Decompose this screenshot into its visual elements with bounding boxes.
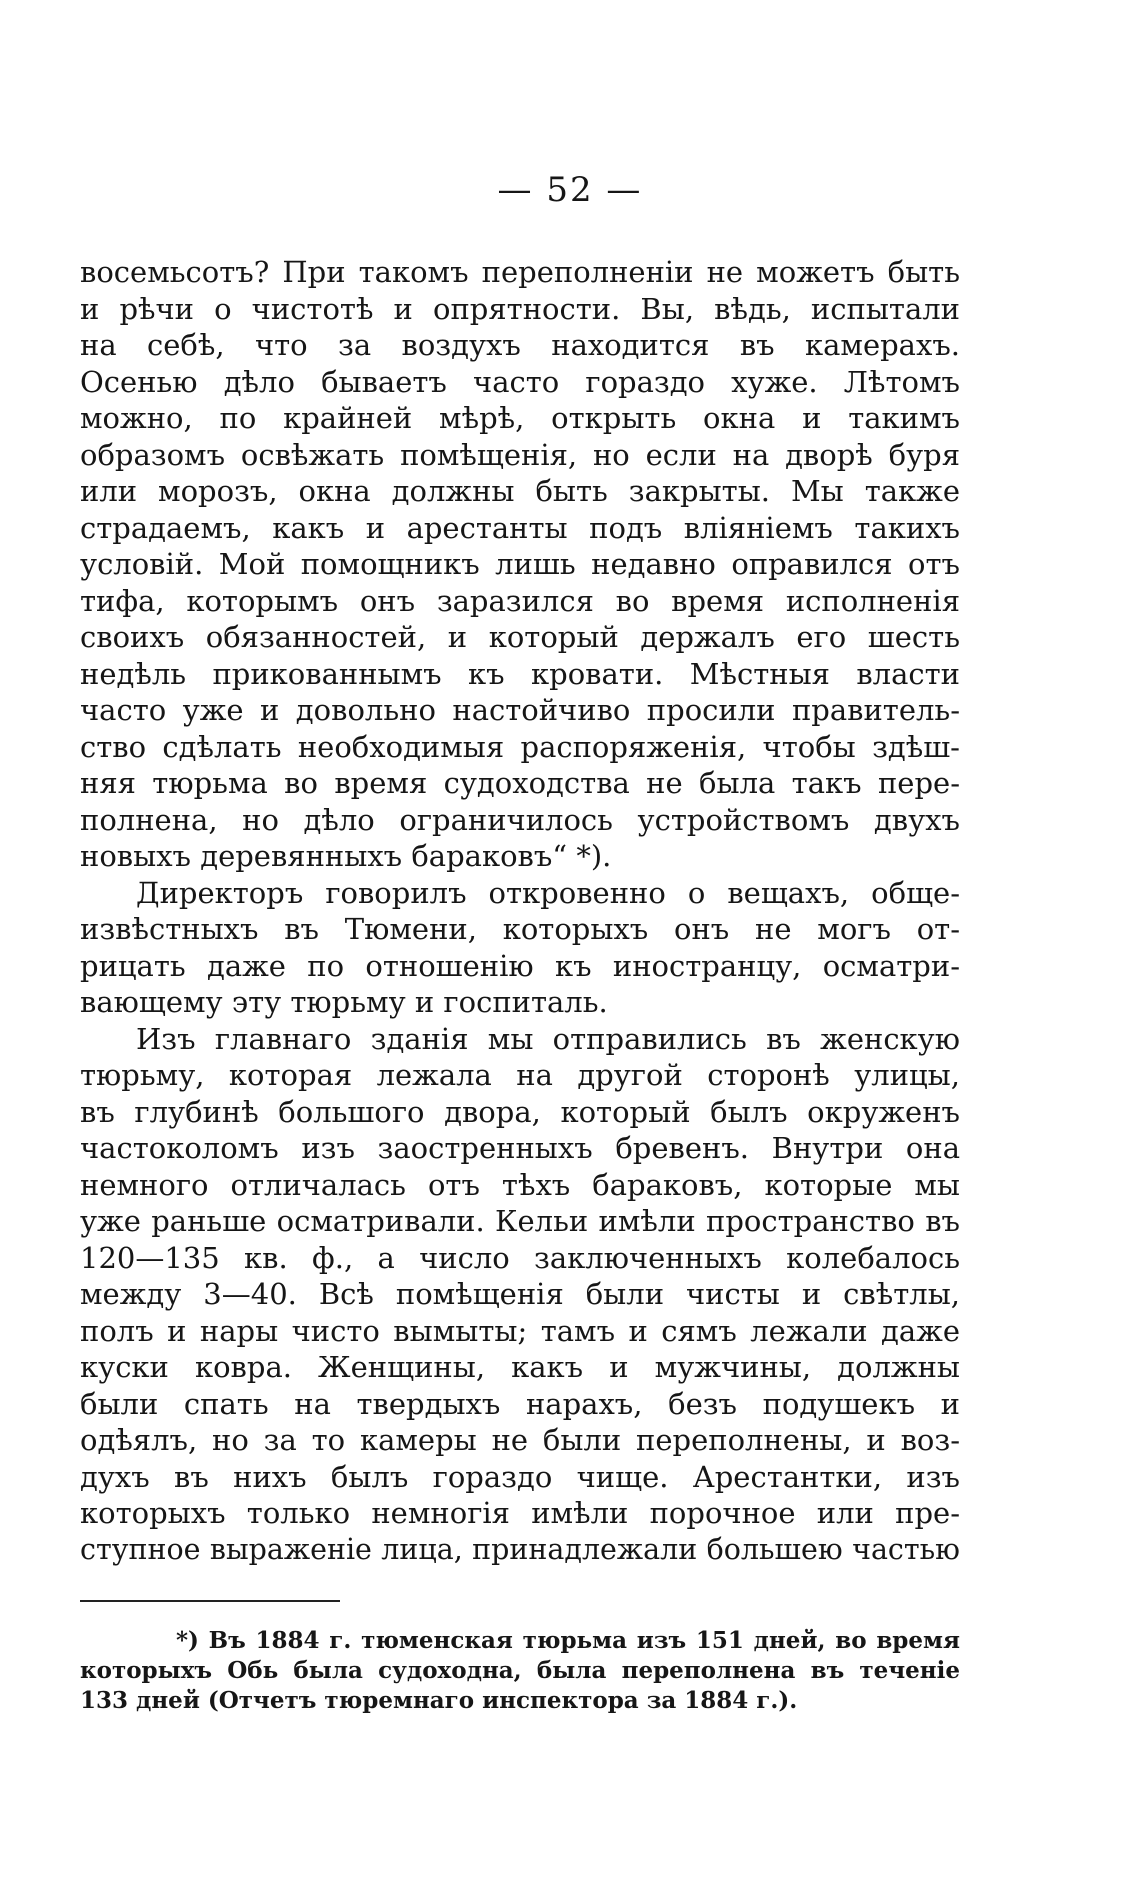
text-line: 120—135 кв. ф., а число заключенныхъ колебалось (80, 1240, 960, 1275)
text-line: рицать даже по отношенію къ иностранцу, осматри- (80, 948, 960, 983)
text-line: на себѣ, что за воздухъ находится въ камерахъ. (80, 328, 960, 362)
paragraph (80, 1021, 960, 1569)
text-line: Осенью дѣло бываетъ часто гораздо хуже. Лѣтомъ (80, 364, 960, 399)
footnote-line: *) Въ 1884 г. тюменская тюрьма изъ 151 дней, во время (176, 1627, 960, 1654)
text-line: частоколомъ изъ заостренныхъ бревенъ. Внутри она (80, 1131, 960, 1165)
text-line: и рѣчи о чистотѣ и опрятности. Вы, вѣдь, испытали (80, 291, 960, 326)
text-line: своихъ обязанностей, и который держалъ его шесть (80, 620, 960, 654)
footnote-divider (80, 1600, 340, 1602)
text-line: полъ и нары чисто вымыты; тамъ и сямъ лежали даже (80, 1313, 960, 1348)
text-line: недѣль прикованнымъ къ кровати. Мѣстныя власти (80, 656, 960, 691)
text-line: ство сдѣлать необходимыя распоряженія, чтобы здѣш- (80, 729, 960, 764)
body-text (80, 254, 960, 1568)
text-line: тифа, которымъ онъ заразился во время исполненія (80, 583, 960, 618)
text-line: одѣялъ, но за то камеры не были переполнены, и воз- (80, 1423, 960, 1457)
text-line: тюрьму, которая лежала на другой сторонѣ улицы, (80, 1058, 960, 1092)
text-line: новыхъ деревянныхъ бараковъ“ *). (80, 839, 612, 873)
text-line: Директоръ говорилъ откровенно о вещахъ, обще- (136, 875, 960, 910)
text-line: духъ въ нихъ былъ гораздо чище. Арестантки, изъ (80, 1459, 960, 1494)
text-line: которыхъ только немногія имѣли порочное или пре- (80, 1496, 960, 1530)
text-line: уже раньше осматривали. Кельи имѣли пространство въ (80, 1204, 960, 1238)
text-line: извѣстныхъ въ Тюмени, которыхъ онъ не могъ от- (80, 912, 960, 946)
footnote (80, 1626, 960, 1716)
text-line: восемьсотъ? При такомъ переполненіи не можетъ быть (80, 255, 960, 289)
page-number: — 52 — (497, 170, 643, 210)
text-line: часто уже и довольно настойчиво просили правитель- (80, 693, 960, 727)
text-line: можно, по крайней мѣрѣ, открыть окна и такимъ (80, 401, 960, 435)
text-line: няя тюрьма во время судоходства не была такъ пере- (80, 766, 960, 800)
paragraph (80, 254, 960, 875)
footnote-line: 133 дней (Отчетъ тюремнаго инспектора за 1884 г.). (80, 1687, 798, 1714)
text-line: куски ковра. Женщины, какъ и мужчины, должны (80, 1350, 960, 1384)
text-line: въ глубинѣ большого двора, который былъ окруженъ (80, 1094, 960, 1129)
text-line: немного отличалась отъ тѣхъ бараковъ, которые мы (80, 1167, 960, 1202)
text-line: между 3—40. Всѣ помѣщенія были чисты и свѣтлы, (80, 1277, 960, 1311)
text-line: вающему эту тюрьму и госпиталь. (80, 985, 608, 1019)
text-line: условій. Мой помощникъ лишь недавно оправился отъ (80, 547, 960, 581)
text-line: страдаемъ, какъ и арестанты подъ вліяніемъ такихъ (80, 510, 960, 545)
text-line: образомъ освѣжать помѣщенія, но если на дворѣ буря (80, 437, 960, 472)
text-line: или морозъ, окна должны быть закрыты. Мы также (80, 474, 960, 508)
text-line: были спать на твердыхъ нарахъ, безъ подушекъ и (80, 1386, 960, 1421)
paragraph (80, 875, 960, 1021)
text-line: полнена, но дѣло ограничилось устройствомъ двухъ (80, 802, 960, 837)
footnote-line: которыхъ Обь была судоходна, была переполнена въ теченіе (80, 1657, 960, 1684)
text-line: Изъ главнаго зданія мы отправились въ женскую (136, 1021, 960, 1056)
text-line: ступное выраженіе лица, принадлежали большею частью (80, 1532, 960, 1566)
